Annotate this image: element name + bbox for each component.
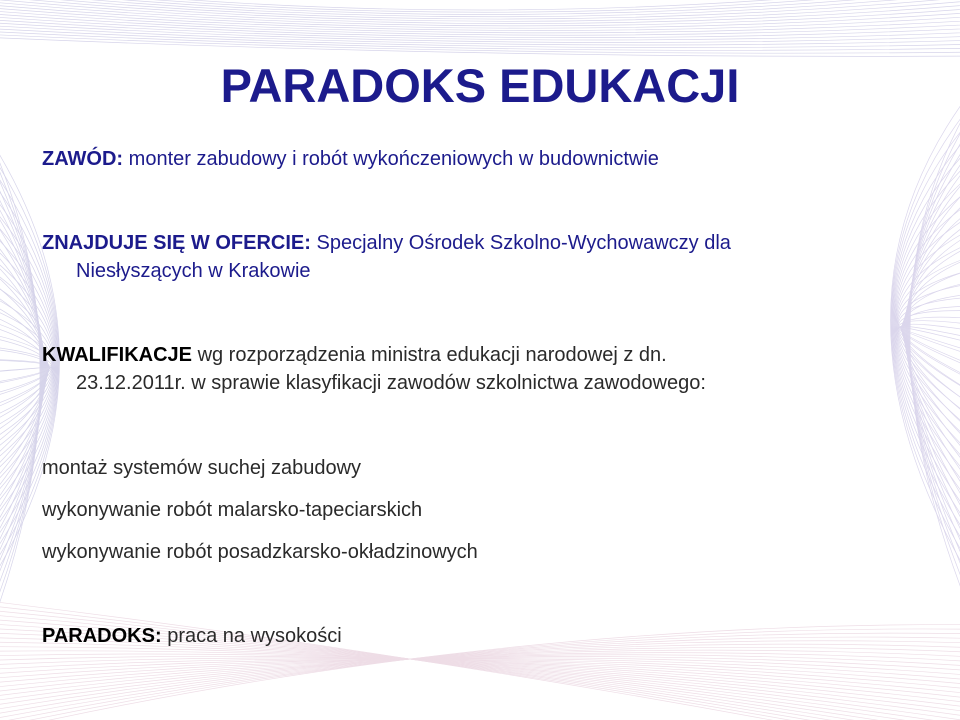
oferta-line-1 <box>42 229 912 257</box>
qualification-item-1 <box>42 454 912 482</box>
slide-title-text: PARADOKS EDUKACJI <box>220 59 740 112</box>
paradoks-label: PARADOKS: <box>42 625 162 647</box>
qualification-text: wykonywanie robót malarsko-tapeciarskich <box>42 499 423 521</box>
qualification-item-3 <box>42 538 912 566</box>
qualification-text: montaż systemów suchej zabudowy <box>42 457 362 479</box>
zawod-label: ZAWÓD: <box>42 148 124 170</box>
oferta-paragraph <box>42 229 912 285</box>
kwalifikacje-label: KWALIFIKACJE <box>42 344 192 366</box>
kwalifikacje-text: wg rozporządzenia ministra edukacji narodowej z dn. <box>197 344 667 366</box>
oferta-line-2: Niesłyszących w Krakowie <box>76 260 311 282</box>
paradoks-text: praca na wysokości <box>167 625 342 647</box>
oferta-text: Specjalny Ośrodek Szkolno-Wychowawczy dla <box>316 232 731 254</box>
kwalifikacje-line-1 <box>42 341 912 369</box>
qualification-item-2 <box>42 496 912 524</box>
zawod-text: monter zabudowy i robót wykończeniowych w budownictwie <box>128 148 659 170</box>
zawod-paragraph <box>42 145 912 173</box>
qualification-text: wykonywanie robót posadzkarsko-okładzinowych <box>42 541 478 563</box>
paradoks-paragraph <box>42 622 912 650</box>
oferta-label: ZNAJDUJE SIĘ W OFERCIE: <box>42 232 311 254</box>
kwalifikacje-paragraph <box>42 341 912 397</box>
slide-title <box>0 58 960 114</box>
kwalifikacje-line-2: 23.12.2011r. w sprawie klasyfikacji zawodów szkolnictwa zawodowego: <box>76 372 706 394</box>
